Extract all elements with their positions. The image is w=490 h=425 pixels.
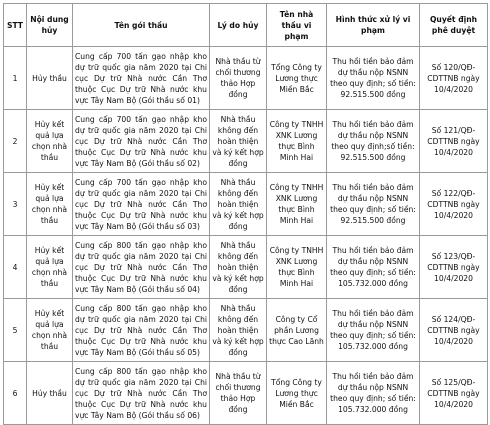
header-nha-thau: Tên nhà thầu vi phạm	[267, 4, 327, 47]
cell-ly-do: Nhà thầu từ chối thương thảo Hợp đồng	[210, 362, 267, 425]
cell-ten-goi-thau: Cung cấp 800 tấn gạo nhập kho dự trữ quốc gia năm 2020 tại Chi cục Dự trữ Nhà nước Cần Thơ thuộc Cục Dự trữ Nhà nước khu vực Tây Nam Bộ (Gói thầu số 06)	[73, 362, 210, 425]
cell-stt: 1	[4, 47, 27, 110]
cell-ly-do: Nhà thầu không đến hoàn thiện và ký kết hợp đồng	[210, 236, 267, 299]
cell-noi-dung: Hủy thầu	[27, 362, 73, 425]
cell-stt: 6	[4, 362, 27, 425]
bid-cancellation-table-container	[3, 3, 487, 425]
cell-stt: 5	[4, 299, 27, 362]
cell-ly-do: Nhà thầu không đến hoàn thiện và ký kết hợp đồng	[210, 110, 267, 173]
cell-noi-dung: Hủy kết quả lựa chọn nhà thầu	[27, 236, 73, 299]
cell-nha-thau: Công ty TNHH XNK Lương thực Bình Minh Hai	[267, 236, 327, 299]
header-hinh-thuc: Hình thức xử lý vi phạm	[327, 4, 420, 47]
cell-quyet-dinh: Số 122/QĐ-CDTTNB ngày 10/4/2020	[420, 173, 488, 236]
cell-noi-dung: Hủy kết quả lựa chọn nhà thầu	[27, 173, 73, 236]
cell-nha-thau: Tổng Công ty Lương thực Miền Bắc	[267, 47, 327, 110]
header-noi-dung: Nội dung hủy	[27, 4, 73, 47]
cell-noi-dung: Hủy kết quả lựa chọn nhà thầu	[27, 110, 73, 173]
header-ly-do: Lý do hủy	[210, 4, 267, 47]
table-row	[4, 236, 488, 299]
header-stt: STT	[4, 4, 27, 47]
cell-ly-do: Nhà thầu không đến hoàn thiện và ký kết hợp đồng	[210, 173, 267, 236]
cell-hinh-thuc: Thu hồi tiền bảo đảm dự thầu nộp NSNN theo quy định; số tiền: 105.732.000 đồng	[327, 236, 420, 299]
table-row	[4, 362, 488, 425]
cell-ten-goi-thau: Cung cấp 800 tấn gạo nhập kho dự trữ quốc gia năm 2020 tại Chi cục Dự trữ Nhà nước Cần Thơ thuộc Cục Dự trữ Nhà nước khu vực Tây Nam Bộ (Gói thầu số 05)	[73, 299, 210, 362]
cell-quyet-dinh: Số 125/QĐ-CDTTNB ngày 10/4/2020	[420, 362, 488, 425]
cell-quyet-dinh: Số 124/QĐ-CDTTNB ngày 10/4/2020	[420, 299, 488, 362]
cell-ly-do: Nhà thầu không đến hoàn thiện và ký kết hợp đồng	[210, 299, 267, 362]
table-body	[4, 47, 488, 425]
cell-stt: 2	[4, 110, 27, 173]
table-row	[4, 110, 488, 173]
cell-quyet-dinh: Số 121/QĐ-CDTTNB ngày 10/4/2020	[420, 110, 488, 173]
cell-nha-thau: Công ty TNHH XNK Lương thực Bình Minh Hai	[267, 173, 327, 236]
header-row	[4, 4, 488, 47]
cell-hinh-thuc: Thu hồi tiền bảo đảm dự thầu nộp NSNN theo quy định; số tiền: 105.732.000 đồng	[327, 362, 420, 425]
cell-ten-goi-thau: Cung cấp 800 tấn gạo nhập kho dự trữ quốc gia năm 2020 tại Chi cục Dự trữ Nhà nước Cần Thơ thuộc Cục Dự trữ Nhà nước khu vực Tây Nam Bộ (Gói thầu số 04)	[73, 236, 210, 299]
cell-hinh-thuc: Thu hồi tiền bảo đảm dự thầu nộp NSNN theo quy định;số tiền: 92.515.500 đồng	[327, 110, 420, 173]
cell-stt: 4	[4, 236, 27, 299]
cell-nha-thau: Tổng Công ty Lương thực Miền Bắc	[267, 362, 327, 425]
bid-cancellation-table	[3, 3, 488, 425]
header-ten-goi-thau: Tên gói thầu	[73, 4, 210, 47]
table-row	[4, 299, 488, 362]
cell-stt: 3	[4, 173, 27, 236]
table-header	[4, 4, 488, 47]
cell-ly-do: Nhà thầu từ chối thương thảo Hợp đồng	[210, 47, 267, 110]
cell-noi-dung: Hủy thầu	[27, 47, 73, 110]
cell-noi-dung: Hủy kết quả lựa chọn nhà thầu	[27, 299, 73, 362]
cell-hinh-thuc: Thu hồi tiền bảo đảm dự thầu nộp NSNN theo quy định; số tiền: 92.515.500 đồng	[327, 173, 420, 236]
table-row	[4, 47, 488, 110]
cell-quyet-dinh: Số 123/QĐ-CDTTNB ngày 10/4/2020	[420, 236, 488, 299]
cell-nha-thau: Công ty TNHH XNK Lương thực Bình Minh Hai	[267, 110, 327, 173]
cell-nha-thau: Công ty Cổ phần Lương thực Cao Lãnh	[267, 299, 327, 362]
cell-hinh-thuc: Thu hồi tiền bảo đảm dự thầu nộp NSNN theo quy định; số tiền: 105.732.000 đồng	[327, 299, 420, 362]
cell-quyet-dinh: Số 120/QĐ-CDTTNB ngày 10/4/2020	[420, 47, 488, 110]
cell-ten-goi-thau: Cung cấp 700 tấn gạo nhập kho dự trữ quốc gia năm 2020 tại Chi cục Dự trữ Nhà nước Cần Thơ thuộc Cục Dự trữ Nhà nước khu vực Tây Nam Bộ (Gói thầu số 03)	[73, 173, 210, 236]
cell-ten-goi-thau: Cung cấp 700 tấn gạo nhập kho dự trữ quốc gia năm 2020 tại Chi cục Dự trữ Nhà nước Cần Thơ thuộc Cục Dự trữ Nhà nước khu vực Tây Nam Bộ (Gói thầu số 02)	[73, 110, 210, 173]
cell-ten-goi-thau: Cung cấp 700 tấn gạo nhập kho dự trữ quốc gia năm 2020 tại Chi cục Dự trữ Nhà nước Cần Thơ thuộc Cục Dự trữ Nhà nước khu vực Tây Nam Bộ (Gói thầu số 01)	[73, 47, 210, 110]
header-quyet-dinh: Quyết định phê duyệt	[420, 4, 488, 47]
table-row	[4, 173, 488, 236]
cell-hinh-thuc: Thu hồi tiền bảo đảm dự thầu nộp NSNN theo quy định; số tiền: 92.515.500 đồng	[327, 47, 420, 110]
